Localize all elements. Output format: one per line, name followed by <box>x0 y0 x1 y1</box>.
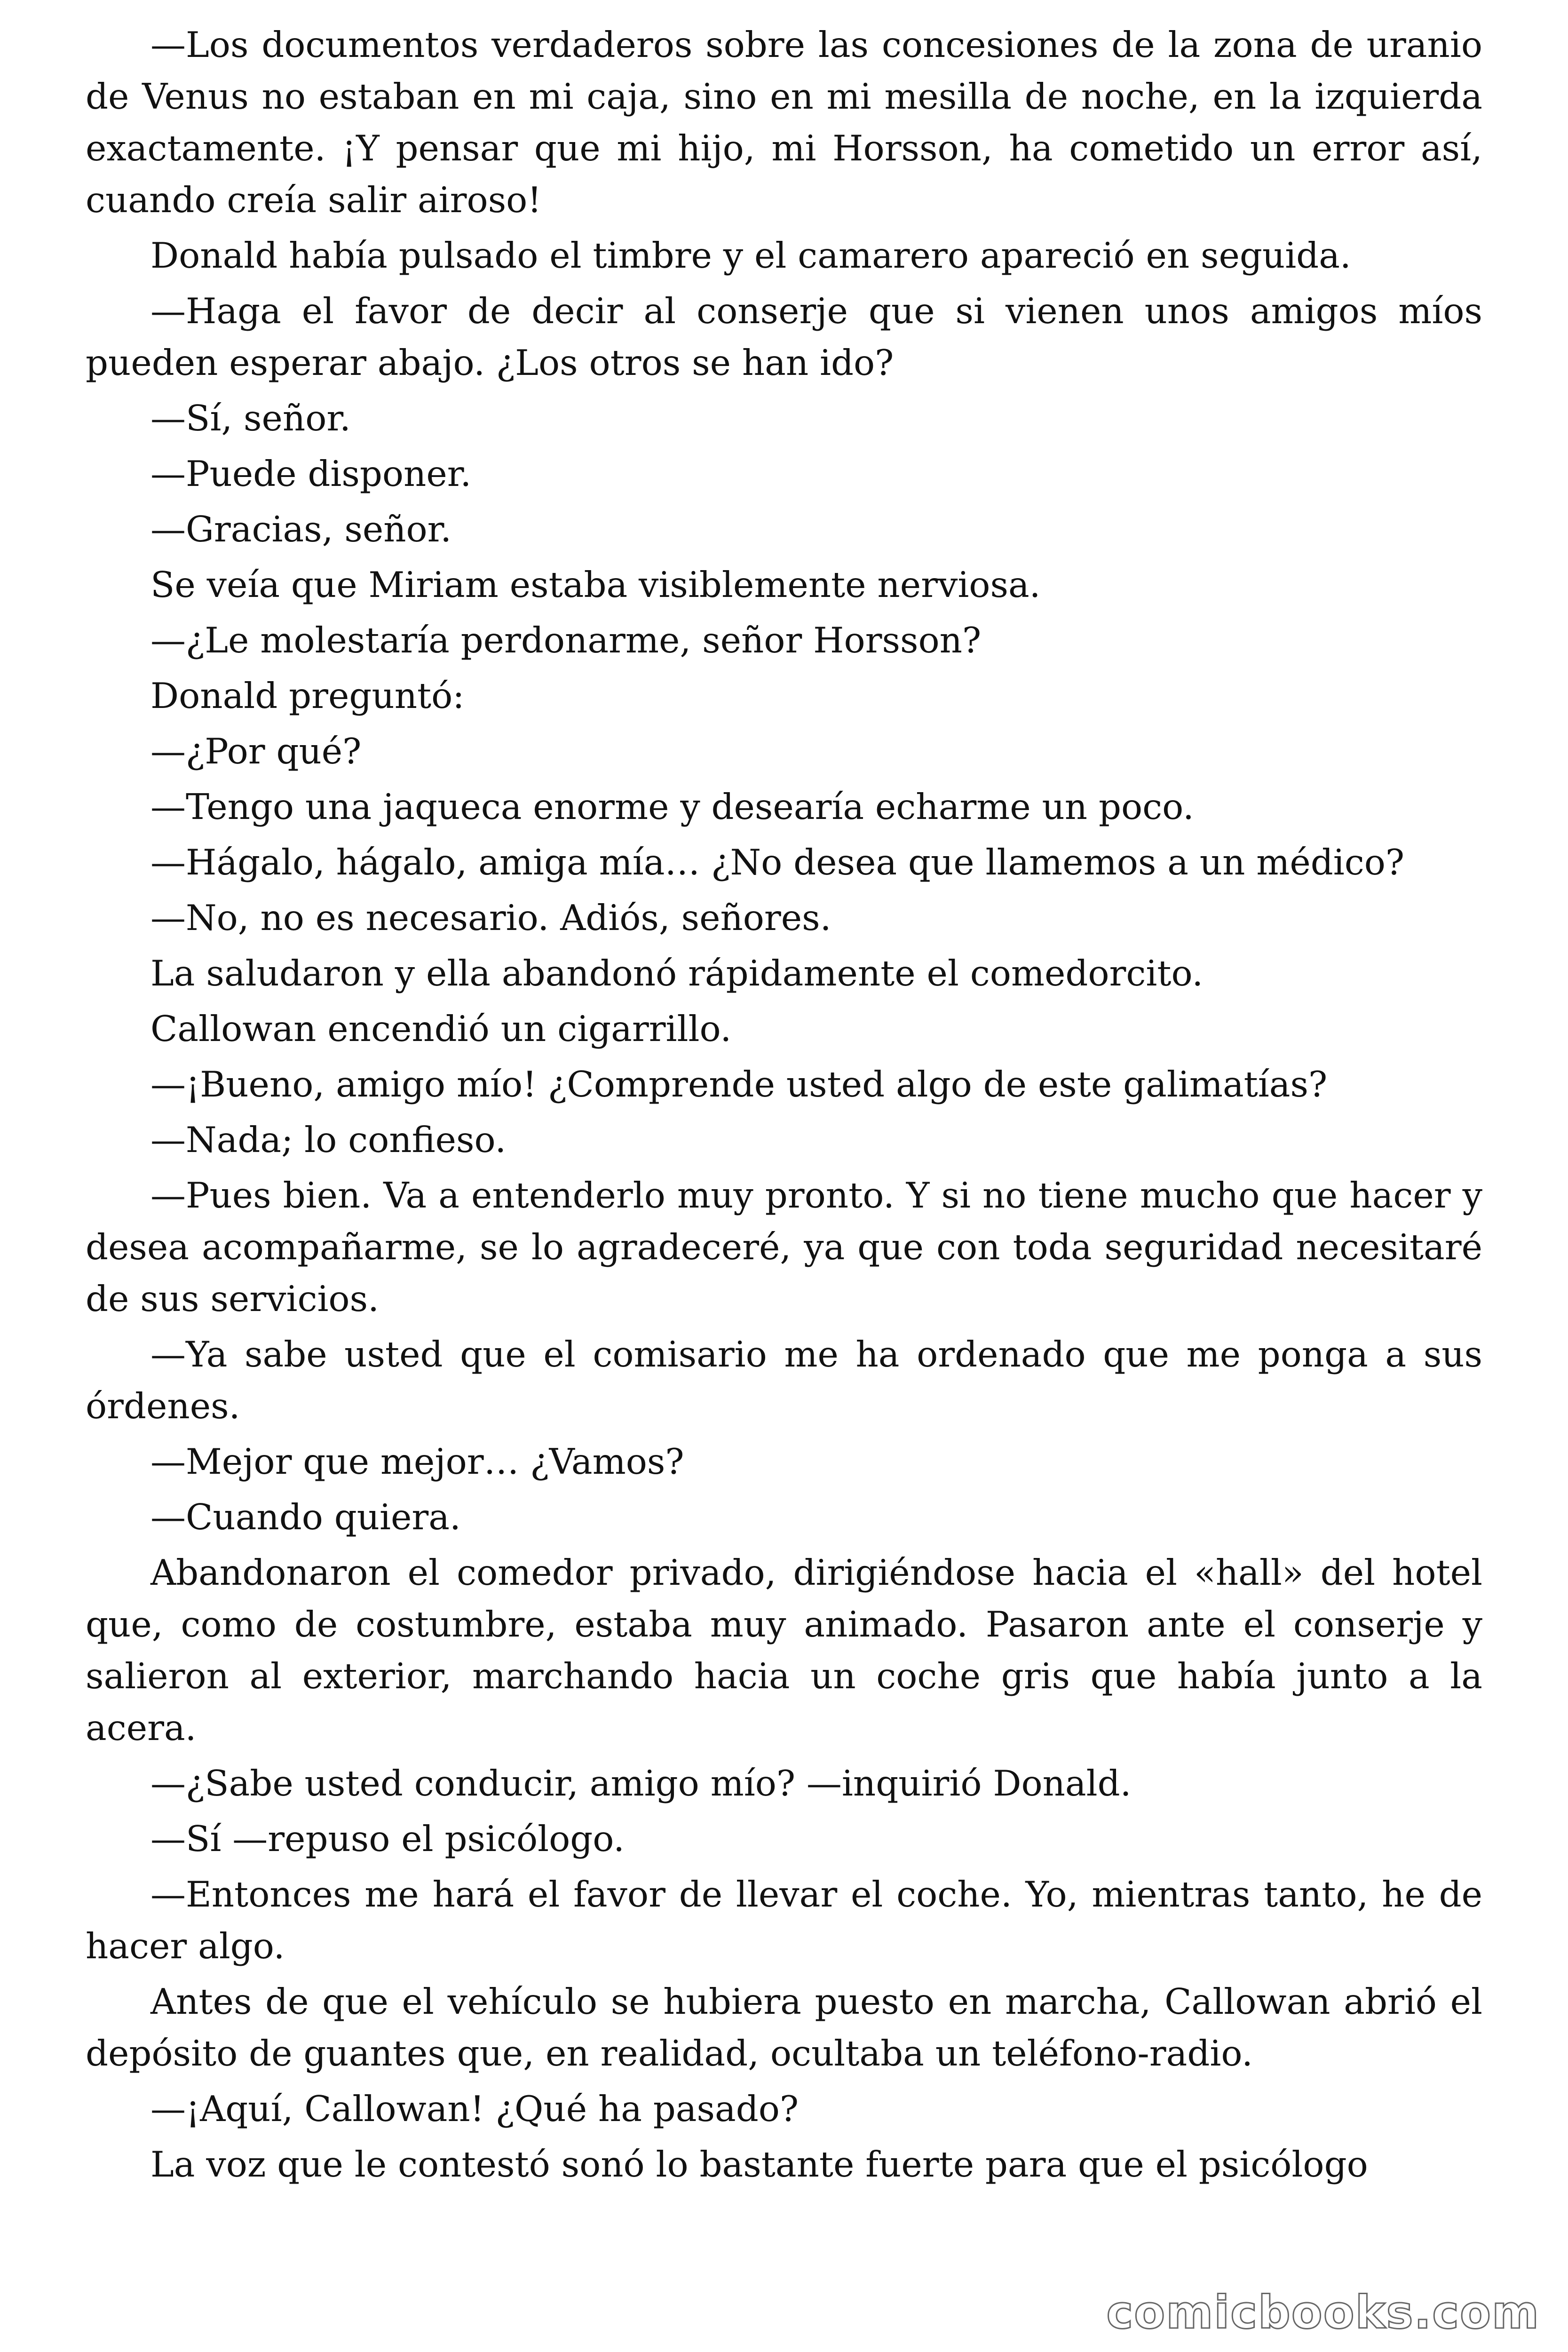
document-page <box>86 19 1482 2194</box>
paragraph: Se veía que Miriam estaba visiblemente nerviosa. <box>150 564 1041 605</box>
paragraph: La voz que le contestó sonó lo bastante fuerte para que el psicólogo <box>150 2144 1368 2185</box>
paragraph: —¿Le molestaría perdonarme, señor Horsson? <box>150 620 982 661</box>
paragraph: —Ya sabe usted que el comisario me ha ordenado que me ponga a sus órdenes. <box>86 1334 1482 1427</box>
paragraph: Antes de que el vehículo se hubiera puesto en marcha, Callowan abrió el depósito de guantes que, en realidad, ocultaba un teléfono-radio. <box>86 1981 1482 2074</box>
watermark-logo: comicbooks.com <box>1106 2286 1540 2339</box>
paragraph: —¿Por qué? <box>150 731 362 772</box>
paragraph: Donald había pulsado el timbre y el camarero apareció en seguida. <box>150 235 1351 276</box>
paragraph: —Cuando quiera. <box>150 1496 461 1538</box>
paragraph: —Entonces me hará el favor de llevar el coche. Yo, mientras tanto, he de hacer algo. <box>86 1874 1482 1967</box>
paragraph: —¡Aquí, Callowan! ¿Qué ha pasado? <box>150 2088 799 2130</box>
paragraph: —Sí —repuso el psicólogo. <box>150 1818 625 1859</box>
paragraph: —Sí, señor. <box>150 397 351 439</box>
paragraph: —No, no es necesario. Adiós, señores. <box>150 897 832 938</box>
paragraph: Abandonaron el comedor privado, dirigiéndose hacia el «hall» del hotel que, como de costumbre, estaba muy animado. Pasaron ante el conserje y salieron al exterior, marchando hacia un coche gris que había junto a la acera. <box>86 1552 1482 1748</box>
paragraph: —Haga el favor de decir al conserje que si vienen unos amigos míos pueden esperar abajo. ¿Los otros se han ido? <box>86 290 1482 383</box>
paragraph: —¡Bueno, amigo mío! ¿Comprende usted algo de este galimatías? <box>150 1064 1328 1105</box>
paragraph: La saludaron y ella abandonó rápidamente el comedorcito. <box>150 953 1204 994</box>
paragraph: Callowan encendió un cigarrillo. <box>150 1008 732 1049</box>
paragraph: —Hágalo, hágalo, amiga mía… ¿No desea que llamemos a un médico? <box>150 842 1405 883</box>
paragraph: Donald preguntó: <box>150 675 465 716</box>
paragraph: —Pues bien. Va a entenderlo muy pronto. Y si no tiene mucho que hacer y desea acompañarme, se lo agradeceré, ya que con toda seguridad necesitaré de sus servicios. <box>86 1175 1482 1319</box>
paragraph: —Nada; lo confieso. <box>150 1119 507 1160</box>
paragraph: —¿Sabe usted conducir, amigo mío? —inquirió Donald. <box>150 1763 1132 1804</box>
paragraph: —Tengo una jaqueca enorme y desearía echarme un poco. <box>150 786 1194 827</box>
paragraph: —Gracias, señor. <box>150 509 452 550</box>
paragraph: —Los documentos verdaderos sobre las concesiones de la zona de uranio de Venus no estaban en mi caja, sino en mi mesilla de noche, en la izquierda exactamente. ¡Y pensar que mi hijo, mi Horsson, ha cometido un error así, cuando creía salir airoso! <box>86 24 1482 221</box>
paragraph: —Mejor que mejor… ¿Vamos? <box>150 1441 684 1482</box>
paragraph: —Puede disponer. <box>150 453 472 494</box>
